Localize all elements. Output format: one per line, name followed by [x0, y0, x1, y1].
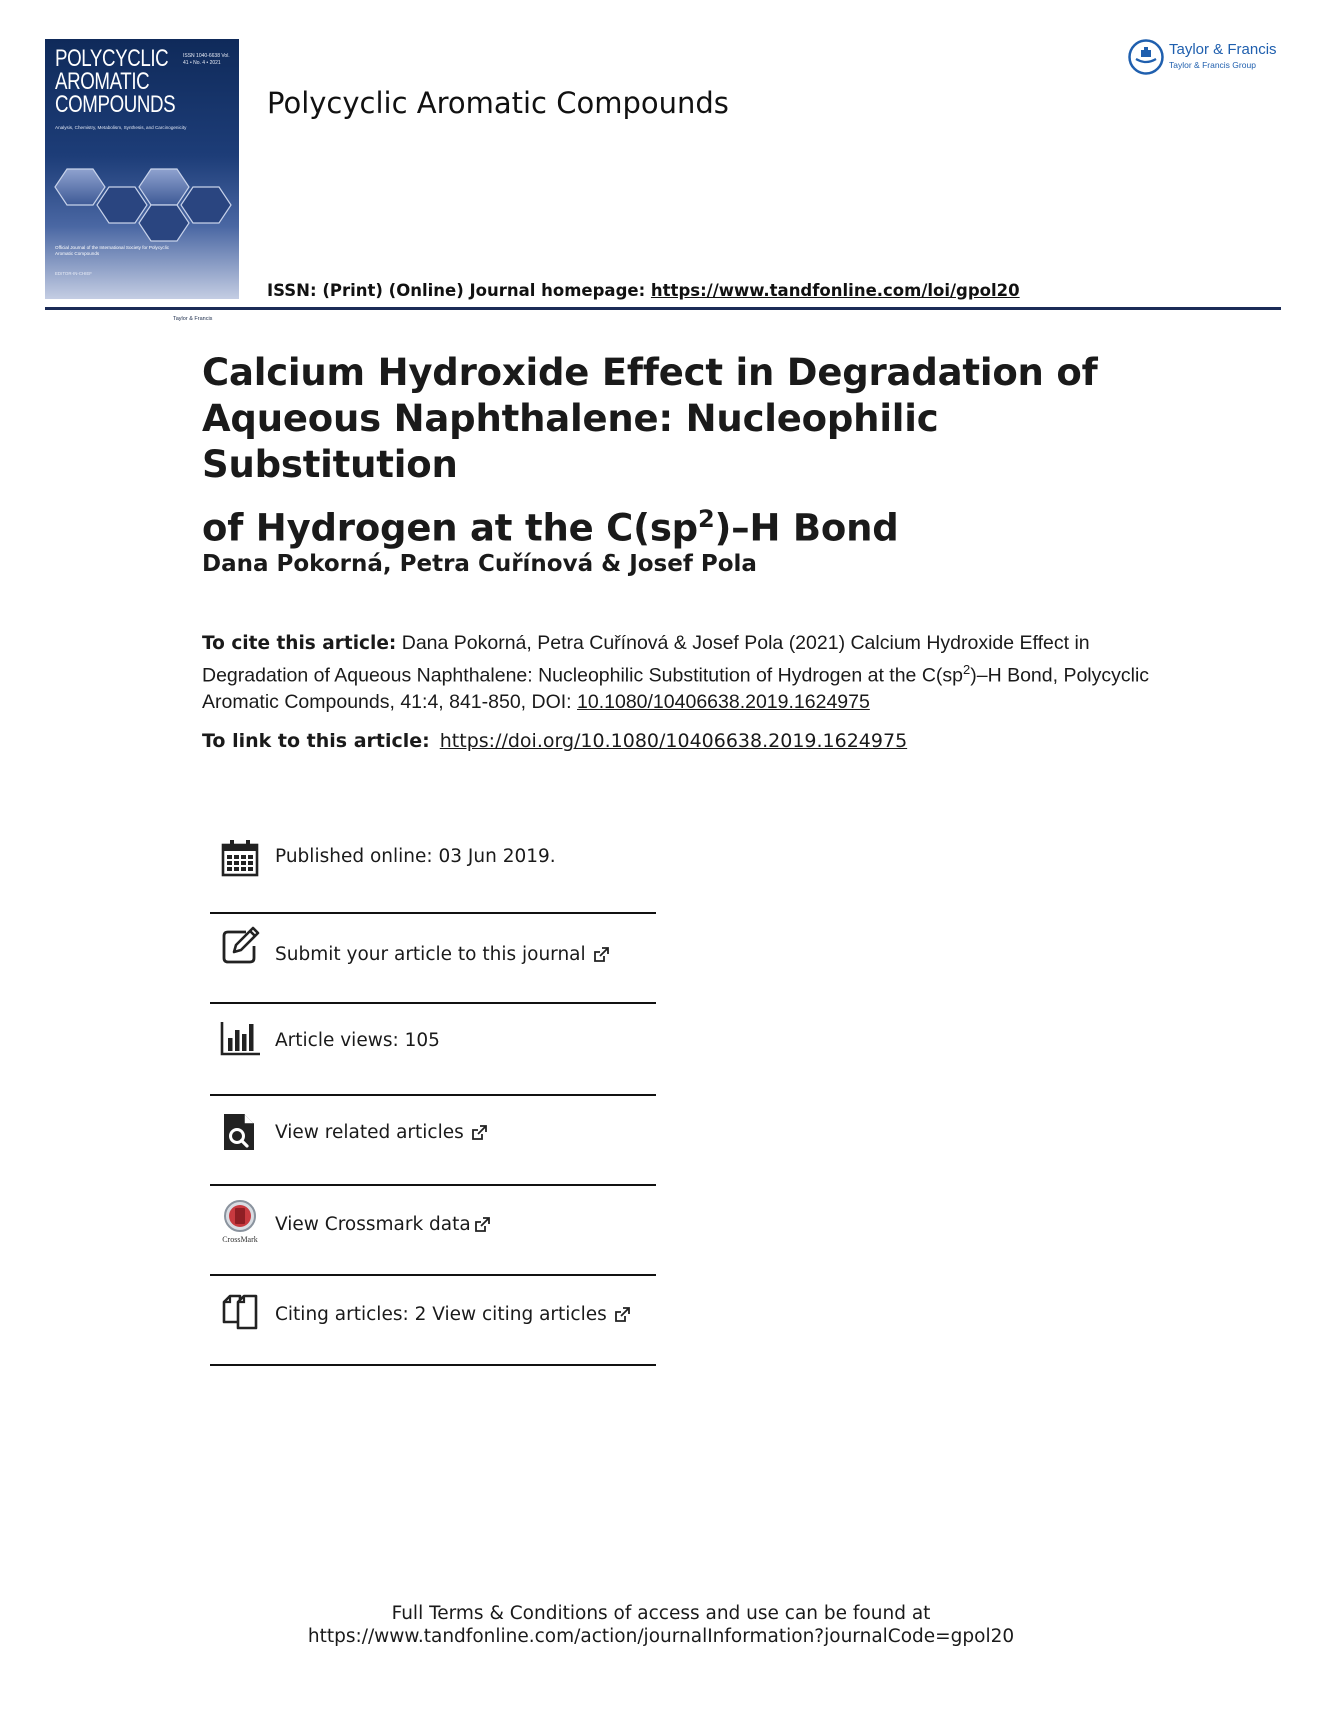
footer-terms-url[interactable]: https://www.tandfonline.com/action/journalInformation?journalCode=gpol20 — [307, 1626, 1015, 1647]
publisher-logo[interactable] — [1127, 38, 1287, 78]
citation-text: Dana Pokorná, Petra Cuřínová & Josef Pola (2021) Calcium Hydroxide Effect in Degradation of Aqueous Naphthalene: Nucleophilic Substitution of Hydrogen at the C(sp — [202, 632, 1090, 687]
info-row-crossmark[interactable] — [210, 1186, 656, 1276]
copy-documents-icon — [220, 1290, 260, 1330]
article-link-line — [202, 730, 907, 752]
crossmark-logo-icon — [220, 1200, 260, 1234]
cover-title-line: POLYCYCLIC — [55, 45, 169, 72]
citation-text: )–H Bond, Polycyclic Aromatic Compounds, 41:4, 841-850, DOI: — [202, 664, 1150, 713]
citing-articles-label: Citing articles: 2 View citing articles — [275, 1304, 607, 1325]
cover-title-line: AROMATIC — [55, 68, 150, 95]
external-link-icon — [473, 1216, 491, 1234]
edit-icon — [220, 926, 260, 966]
info-row-published — [210, 820, 656, 914]
citation-block — [202, 630, 1152, 715]
publisher-logo-icon — [1127, 38, 1165, 76]
citing-articles-link[interactable] — [275, 1304, 631, 1325]
cover-journal-note: Official Journal of the International Society for Polycyclic Aromatic Compounds — [55, 245, 170, 256]
article-title-text: )–H Bond — [714, 506, 899, 550]
journal-homepage-link[interactable]: https://www.tandfonline.com/loi/gpol20 — [650, 281, 1020, 300]
issn-label: ISSN: (Print) (Online) Journal homepage: — [267, 281, 651, 300]
cover-issn: ISSN 1040-6638 Vol. 41 • No. 4 • 2021 — [183, 53, 230, 66]
external-link-icon — [470, 1124, 488, 1142]
publisher-name: Taylor & Francis — [1169, 41, 1277, 58]
journal-title: Polycyclic Aromatic Compounds — [267, 86, 729, 120]
crossmark-logo-text: CrossMark — [222, 1235, 258, 1244]
external-link-icon — [592, 946, 610, 964]
crossmark-link[interactable] — [275, 1214, 491, 1235]
published-date: Published online: 03 Jun 2019. — [275, 846, 556, 867]
info-row-related[interactable] — [210, 1096, 656, 1186]
cover-editor-note: EDITOR-IN-CHIEF — [55, 271, 92, 276]
article-title — [202, 350, 1162, 551]
external-link-icon — [613, 1306, 631, 1324]
journal-cover — [45, 39, 239, 322]
article-authors: Dana Pokorná, Petra Cuřínová & Josef Pola — [202, 551, 757, 577]
article-title-line: Aqueous Naphthalene: Nucleophilic Substitution — [202, 397, 939, 486]
cover-subtitle: Analysis, Chemistry, Metabolism, Synthesis, and Carcinogenicity — [55, 125, 187, 130]
footer-line: Full Terms & Conditions of access and use can be found at — [391, 1603, 931, 1624]
issn-line — [267, 281, 1020, 300]
article-title-line: Calcium Hydroxide Effect in Degradation of — [202, 351, 1098, 394]
article-title-superscript: 2 — [697, 505, 715, 533]
header-divider — [45, 307, 1281, 310]
crossmark-label: View Crossmark data — [275, 1214, 471, 1235]
citation-superscript: 2 — [963, 662, 971, 677]
bar-chart-icon — [220, 1018, 260, 1058]
info-row-citing[interactable] — [210, 1276, 656, 1366]
submit-article-label: Submit your article to this journal — [275, 944, 586, 965]
related-articles-link[interactable] — [275, 1122, 488, 1143]
citation-label: To cite this article: — [202, 633, 397, 654]
article-info-list — [210, 820, 656, 1366]
cover-title — [55, 45, 176, 118]
info-row-views — [210, 1004, 656, 1096]
article-title-line — [202, 496, 1162, 551]
info-row-submit[interactable] — [210, 914, 656, 1004]
crossmark-icon — [220, 1200, 260, 1246]
related-articles-label: View related articles — [275, 1122, 464, 1143]
citation-doi-link[interactable]: 10.1080/10406638.2019.1624975 — [577, 690, 870, 713]
article-doi-link[interactable]: https://doi.org/10.1080/10406638.2019.1624975 — [439, 730, 908, 752]
cover-publisher: Taylor & Francis — [173, 316, 213, 322]
cover-hexagon-graphic — [45, 167, 239, 247]
document-search-icon — [220, 1112, 260, 1152]
article-link-label: To link to this article: — [202, 730, 430, 752]
cover-title-line: COMPOUNDS — [55, 91, 176, 118]
submit-article-link[interactable] — [275, 944, 610, 965]
calendar-icon — [220, 838, 260, 878]
terms-footer — [0, 1602, 1322, 1648]
publisher-group: Taylor & Francis Group — [1169, 60, 1256, 70]
article-views: Article views: 105 — [275, 1030, 440, 1051]
article-title-text: of Hydrogen at the C(sp — [202, 506, 698, 550]
